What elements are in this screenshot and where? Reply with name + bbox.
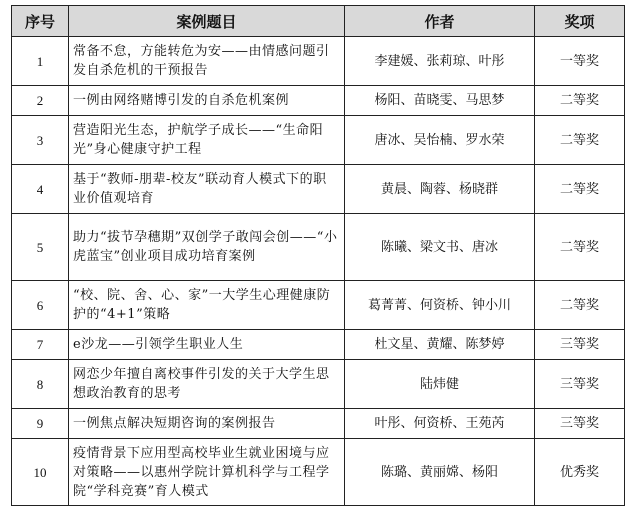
- case-title: e沙龙——引领学生职业人生: [69, 330, 345, 360]
- case-title: 一例由网络赌博引发的自杀危机案例: [69, 86, 345, 116]
- case-title: 网恋少年擅自离校事件引发的关于大学生思想政治教育的思考: [69, 360, 345, 409]
- case-authors: 葛菁菁、何资桥、钟小川: [345, 281, 535, 330]
- table-row: [12, 330, 625, 360]
- case-award: 一等奖: [535, 37, 625, 86]
- header-case-title: 案例题目: [69, 6, 345, 37]
- header-serial-number: 序号: [12, 6, 69, 37]
- row-number: 8: [12, 360, 69, 409]
- case-award: 二等奖: [535, 165, 625, 214]
- case-authors: 陈曦、梁文书、唐冰: [345, 214, 535, 281]
- case-title: 常备不怠，方能转危为安——由情感问题引发自杀危机的干预报告: [69, 37, 345, 86]
- case-award: 三等奖: [535, 330, 625, 360]
- header-award: 奖项: [535, 6, 625, 37]
- awards-table-wrapper: [11, 5, 625, 506]
- case-title: “校、院、舍、心、家”一大学生心理健康防护的“4+1”策略: [69, 281, 345, 330]
- case-award: 三等奖: [535, 360, 625, 409]
- case-award: 三等奖: [535, 409, 625, 439]
- row-number: 10: [12, 439, 69, 506]
- table-row: [12, 116, 625, 165]
- case-award: 二等奖: [535, 116, 625, 165]
- table-row: [12, 439, 625, 506]
- case-title: 基于“教师-朋辈-校友”联动育人模式下的职业价值观培育: [69, 165, 345, 214]
- table-header-row: [12, 6, 625, 37]
- header-authors: 作者: [345, 6, 535, 37]
- table-row: [12, 37, 625, 86]
- case-title: 助力“拔节孕穗期”双创学子敢闯会创——“小虎蓝宝”创业项目成功培育案例: [69, 214, 345, 281]
- row-number: 5: [12, 214, 69, 281]
- row-number: 2: [12, 86, 69, 116]
- awards-table: [11, 5, 625, 506]
- table-row: [12, 165, 625, 214]
- table-row: [12, 86, 625, 116]
- row-number: 3: [12, 116, 69, 165]
- case-title: 疫情背景下应用型高校毕业生就业困境与应对策略——以惠州学院计算机科学与工程学院“学科竞赛”育人模式: [69, 439, 345, 506]
- case-authors: 陈璐、黄丽嫦、杨阳: [345, 439, 535, 506]
- table-row: [12, 281, 625, 330]
- row-number: 1: [12, 37, 69, 86]
- table-row: [12, 214, 625, 281]
- case-award: 优秀奖: [535, 439, 625, 506]
- case-title: 一例焦点解决短期咨询的案例报告: [69, 409, 345, 439]
- row-number: 7: [12, 330, 69, 360]
- case-award: 二等奖: [535, 214, 625, 281]
- table-row: [12, 409, 625, 439]
- case-authors: 李建媛、张莉琼、叶彤: [345, 37, 535, 86]
- case-authors: 叶彤、何资桥、王苑芮: [345, 409, 535, 439]
- case-authors: 黄晨、陶蓉、杨晓群: [345, 165, 535, 214]
- row-number: 6: [12, 281, 69, 330]
- case-authors: 杨阳、苗晓雯、马思梦: [345, 86, 535, 116]
- case-authors: 陆炜健: [345, 360, 535, 409]
- case-authors: 唐冰、吴怡楠、罗水荣: [345, 116, 535, 165]
- case-authors: 杜文星、黄耀、陈梦婷: [345, 330, 535, 360]
- case-award: 二等奖: [535, 86, 625, 116]
- row-number: 9: [12, 409, 69, 439]
- case-award: 二等奖: [535, 281, 625, 330]
- table-row: [12, 360, 625, 409]
- row-number: 4: [12, 165, 69, 214]
- case-title: 营造阳光生态，护航学子成长——“生命阳光”身心健康守护工程: [69, 116, 345, 165]
